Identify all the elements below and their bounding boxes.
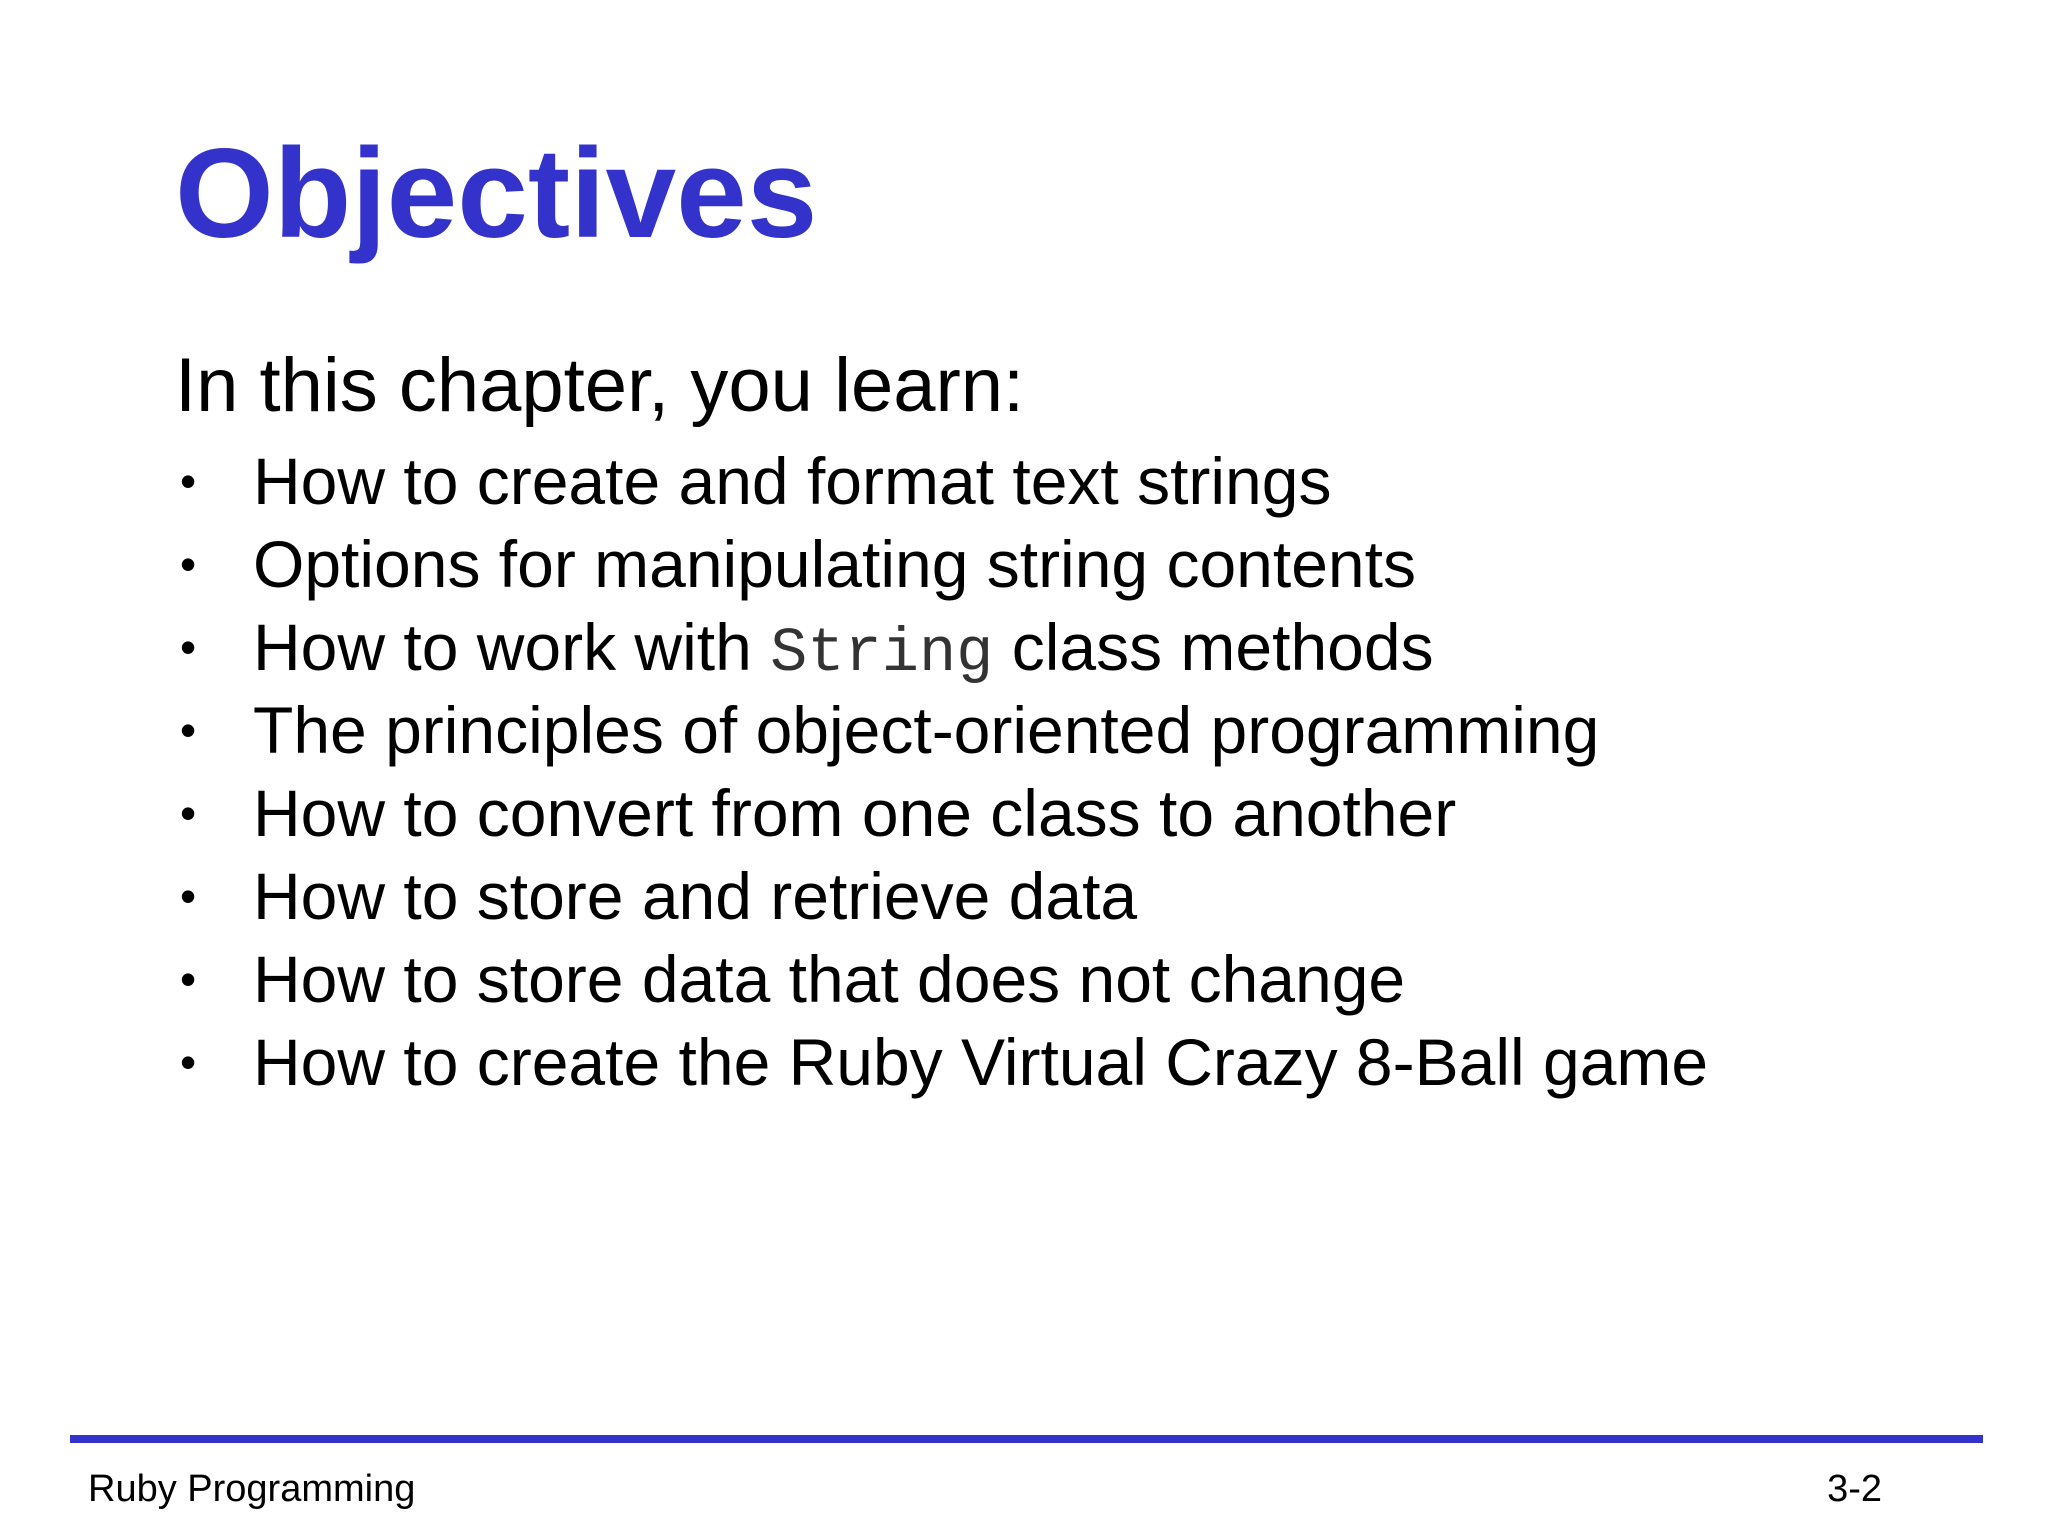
list-item [175,689,1708,772]
footer-divider [70,1435,1983,1443]
bullet-icon: • [180,1036,197,1088]
list-item [175,938,1708,1021]
list-item [175,1021,1708,1104]
footer-slide-number: 3-2 [1827,1468,1882,1510]
list-item [175,440,1708,523]
list-item-text: Options for manipulating string contents [253,527,1416,601]
list-item-text-before: How to work with [253,610,771,684]
list-item-text-after: class methods [993,610,1434,684]
bullet-icon: • [180,455,197,507]
footer-course-title: Ruby Programming [88,1468,416,1510]
objectives-list [175,440,1708,1104]
list-item-text: How to create the Ruby Virtual Crazy 8-Ball game [253,1025,1709,1099]
list-item-text: How to store and retrieve data [253,859,1138,933]
slide-title: Objectives [175,122,818,264]
bullet-icon: • [180,953,197,1005]
intro-text: In this chapter, you learn: [175,343,1025,428]
code-term: String [770,618,994,689]
list-item-text: How to create and format text strings [253,444,1332,518]
list-item-text: How to convert from one class to another [253,776,1457,850]
list-item-text: The principles of object-oriented programming [253,693,1600,767]
bullet-icon: • [180,870,197,922]
bullet-icon: • [180,704,197,756]
bullet-icon: • [180,621,197,673]
bullet-icon: • [180,787,197,839]
list-item-text: How to store data that does not change [253,942,1406,1016]
list-item [175,606,1708,689]
list-item [175,855,1708,938]
list-item [175,523,1708,606]
bullet-icon: • [180,538,197,590]
list-item [175,772,1708,855]
